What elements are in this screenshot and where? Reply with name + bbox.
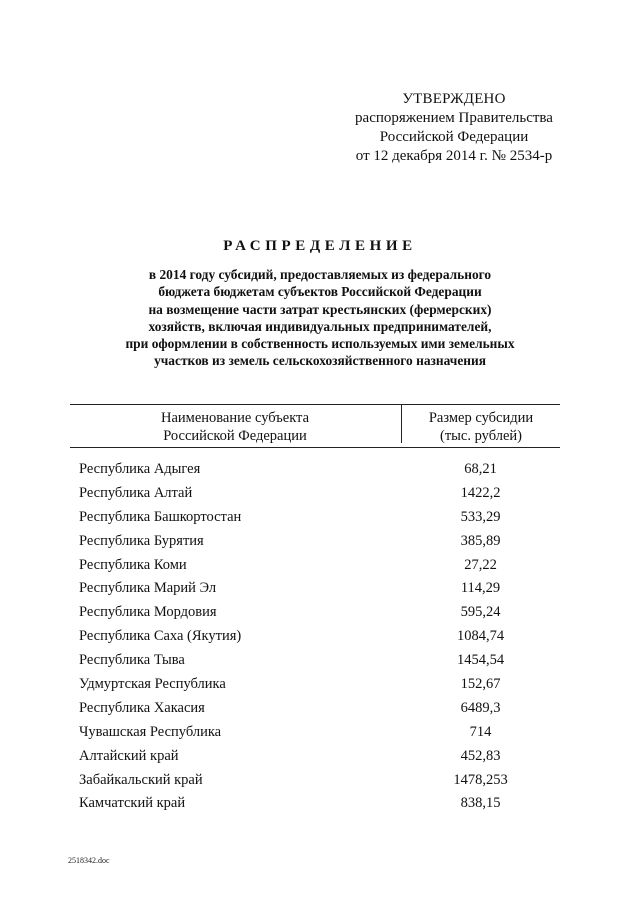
subsidy-amount: 385,89 [460,532,501,549]
region-name: Республика Мордовия [79,604,217,621]
subsidy-amount: 152,67 [460,676,501,693]
document-subtitle [0,266,640,370]
region-name: Забайкальский край [79,771,203,788]
table-row [79,721,560,745]
subsidy-amount: 838,15 [460,795,501,812]
table-row [79,458,560,482]
column-header-amount [401,405,560,443]
subsidy-amount: 27,22 [464,556,497,573]
approval-line-3: от 12 декабря 2014 г. № 2534-р [355,148,553,164]
region-name: Республика Тыва [79,652,185,669]
subsidy-amount: 1422,2 [460,484,501,501]
subtitle-line: в 2014 году субсидий, предоставляемых из федерального [148,267,492,282]
region-name: Удмуртская Республика [79,676,226,693]
column-header-amount-line-2: (тыс. рублей) [440,428,522,444]
subtitle-line: бюджета бюджетам субъектов Российской Федерации [158,284,482,300]
approval-heading: УТВЕРЖДЕНО [402,91,506,107]
region-name: Республика Коми [79,556,187,573]
table-row [79,792,560,816]
document-title: РАСПРЕДЕЛЕНИЕ [223,238,417,254]
subtitle-line: на возмещение части затрат крестьянских (фермерских) [148,301,492,317]
table-row [79,554,560,578]
region-name: Чувашская Республика [79,723,222,740]
table-row [79,769,560,793]
column-header-amount-line-1: Размер субсидии [428,410,534,426]
table-row [79,649,560,673]
region-name: Республика Саха (Якутия) [79,628,242,645]
subsidy-amount: 1454,54 [456,652,505,669]
table-row [79,506,560,530]
table-body [79,458,560,816]
approval-line-2: Российской Федерации [379,129,529,145]
region-name: Республика Башкортостан [79,508,242,525]
approval-block [340,90,568,166]
approval-line-1: распоряжением Правительства [355,110,553,126]
subtitle-line: при оформлении в собственность используемых ими земельных [125,336,515,352]
region-name: Республика Бурятия [79,532,204,549]
column-header-name-line-2: Российской Федерации [163,428,307,444]
subtitle-line: хозяйств, включая индивидуальных предпринимателей, [148,318,492,334]
region-name: Республика Алтай [79,484,193,501]
table-row [79,601,560,625]
region-name: Республика Хакасия [79,699,205,716]
column-header-name [70,409,400,445]
table-row [79,745,560,769]
table-row [79,577,560,601]
table-row [79,697,560,721]
file-name: 2518342.doc [68,856,110,865]
subsidy-amount: 1478,253 [453,771,508,788]
subtitle-line: участков из земель сельскохозяйственного назначения [154,353,486,369]
table-row [79,530,560,554]
region-name: Камчатский край [79,795,186,812]
subsidy-amount: 1084,74 [456,628,505,645]
table-row [79,482,560,506]
subsidy-amount: 533,29 [460,508,501,525]
subsidy-amount: 452,83 [460,747,501,764]
table-header [70,404,560,448]
table-row [79,625,560,649]
column-header-name-line-1: Наименование субъекта [160,410,310,426]
subsidy-amount: 68,21 [464,461,497,477]
table-row [79,673,560,697]
region-name: Алтайский край [79,747,179,764]
subsidy-amount: 114,29 [460,580,501,597]
region-name: Республика Марий Эл [79,580,217,597]
subsidy-amount: 714 [469,723,492,740]
region-name: Республика Адыгея [79,461,201,477]
subsidy-amount: 6489,3 [460,699,501,716]
subsidy-amount: 595,24 [460,604,501,621]
